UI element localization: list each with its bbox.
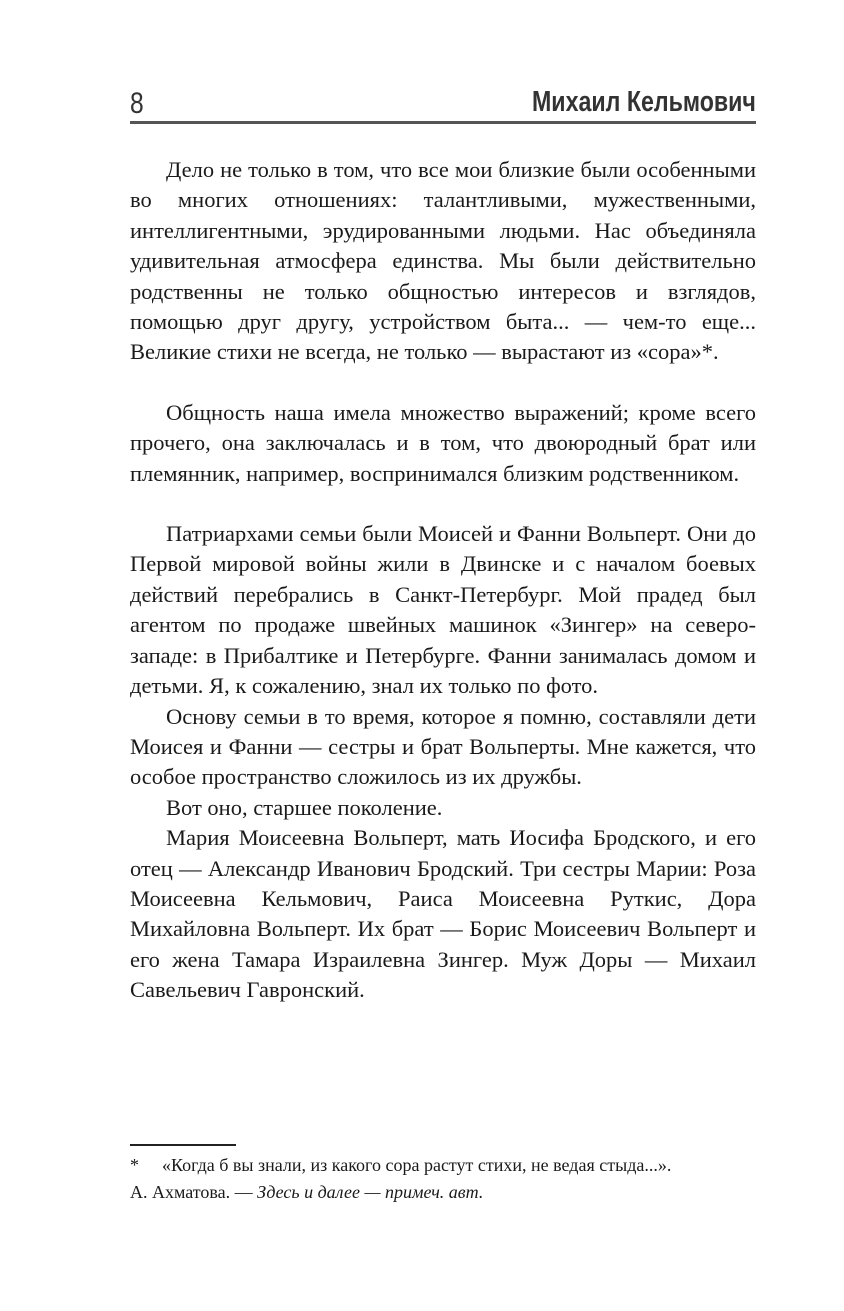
footnote-marker: * <box>130 1155 139 1175</box>
footnote <box>130 1152 756 1206</box>
body-text <box>130 155 756 1006</box>
paragraph: Основу семьи в то время, которое я помню, составляли дети Моисея и Фанни — сестры и брат Вольперты. Мне кажется, что особое пространство сложилось из их дружбы. <box>130 703 756 790</box>
running-head-author: Михаил Кельмович <box>532 86 756 118</box>
paragraph: Дело не только в том, что все мои близкие были особенными во многих отношениях: талантливыми, мужественными, интеллигентными, эрудированными людьми. Нас объединяла удивительная атмосфера единства. Мы были действительно родственны не только общностью интересов и взглядов, помощью друг другу, устройством быта... — чем-то еще... Великие стихи не всегда, не только — вырастают из «сора»*. <box>130 157 756 365</box>
footnote-divider <box>130 1144 236 1146</box>
paragraph: Мария Моисеевна Вольперт, мать Иосифа Бродского, и его отец — Александр Иванович Бродский. Три сестры Марии: Роза Моисеевна Кельмович, Раиса Моисеевна Руткис, Дора Михайловна Вольперт. Их брат — Борис Моисеевич Вольперт и его жена Тамара Израилевна Зингер. Муж Доры — Михаил Савельевич Гавронский. <box>130 825 756 1003</box>
header-divider <box>130 121 756 124</box>
running-head <box>130 80 756 124</box>
footnote-line-quote <box>130 1152 756 1179</box>
page-number: 8 <box>130 87 144 120</box>
footnote-note: Здесь и далее — примеч. авт. <box>257 1182 484 1202</box>
footnote-attribution: А. Ахматова. — <box>130 1182 253 1202</box>
footnote-quote: «Когда б вы знали, из какого сора растут стихи, не ведая стыда...». <box>162 1155 672 1175</box>
paragraph: Патриархами семьи были Моисей и Фанни Вольперт. Они до Первой мировой войны жили в Двинске и с началом боевых действий перебрались в Санкт-Петербург. Мой прадед был агентом по продаже швейных машинок «Зингер» на северо-западе: в Прибалтике и Петербурге. Фанни занималась домом и детьми. Я, к сожалению, знал их только по фото. <box>130 521 756 699</box>
footnote-line-attribution <box>130 1179 756 1206</box>
paragraph: Общность наша имела множество выражений; кроме всего прочего, она заключалась и в том, что двоюродный брат или племянник, например, воспринимался близким родственником. <box>130 399 756 486</box>
paragraph: Вот оно, старшее поколение. <box>166 794 443 820</box>
